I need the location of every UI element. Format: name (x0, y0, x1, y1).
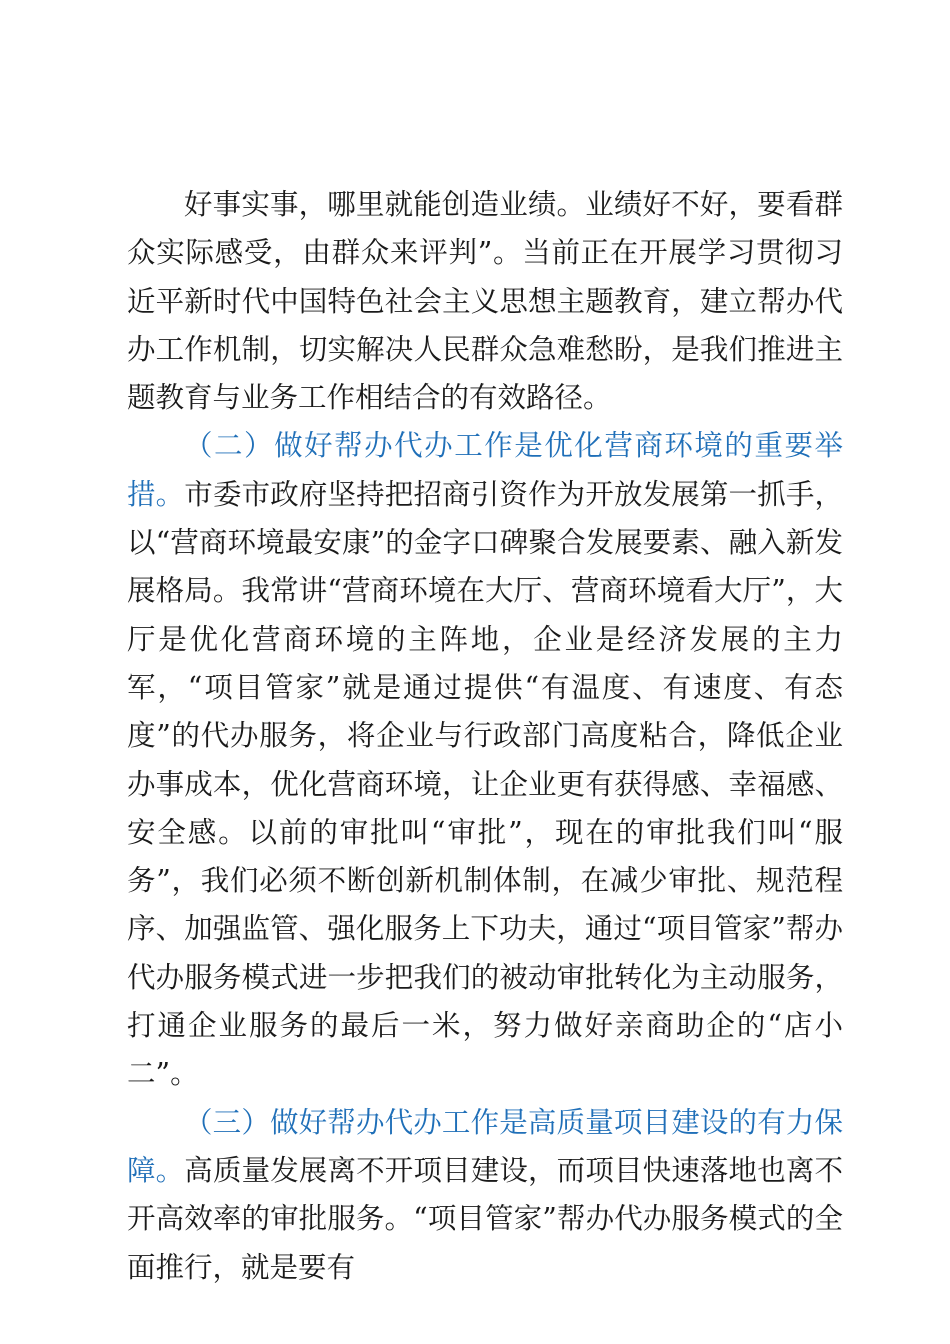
section-body-2: 市委市政府坚持把招商引资作为开放发展第一抓手，以“营商环境最安康”的金字口碑聚合发展要素、融入新发展格局。我常讲“营商环境在大厅、营商环境看大厅”，大厅是优化营商环境的主阵地，企业是经济发展的主力军，“项目管家”就是通过提供“有温度、有速度、有态度”的代办服务，将企业与行政部门高度粘合，降低企业办事成本，优化营商环境，让企业更有获得感、幸福感、安全感。以前的审批叫“审批”，现在的审批我们叫“服务”，我们必须不断创新机制体制，在减少审批、规范程序、加强监管、强化服务上下功夫，通过“项目管家”帮办代办服务模式进一步把我们的被动审批转化为主动服务，打通企业服务的最后一米，努力做好亲商助企的“店小二”。 (127, 477, 843, 1091)
paragraph-continuation: 好事实事，哪里就能创造业绩。业绩好不好，要看群众实际感受，由群众来评判”。当前正在开展学习贯彻习近平新时代中国特色社会主义思想主题教育，建立帮办代办工作机制，切实解决人民群众急难愁盼，是我们推进主题教育与业务工作相结合的有效路径。 (127, 188, 843, 415)
document-body (127, 181, 843, 1292)
section-heading-2: （二）做好帮办代办工作是优化营商环境的重要举措。 (127, 429, 843, 511)
section-body-3: 高质量发展离不开项目建设，而项目快速落地也离不开高效率的审批服务。“项目管家”帮办代办服务模式的全面推行，就是要有 (127, 1153, 843, 1284)
paragraph-section-3 (127, 1099, 843, 1292)
section-heading-3: （三）做好帮办代办工作是高质量项目建设的有力保障。 (127, 1105, 843, 1187)
paragraph-section-2 (127, 422, 843, 1098)
